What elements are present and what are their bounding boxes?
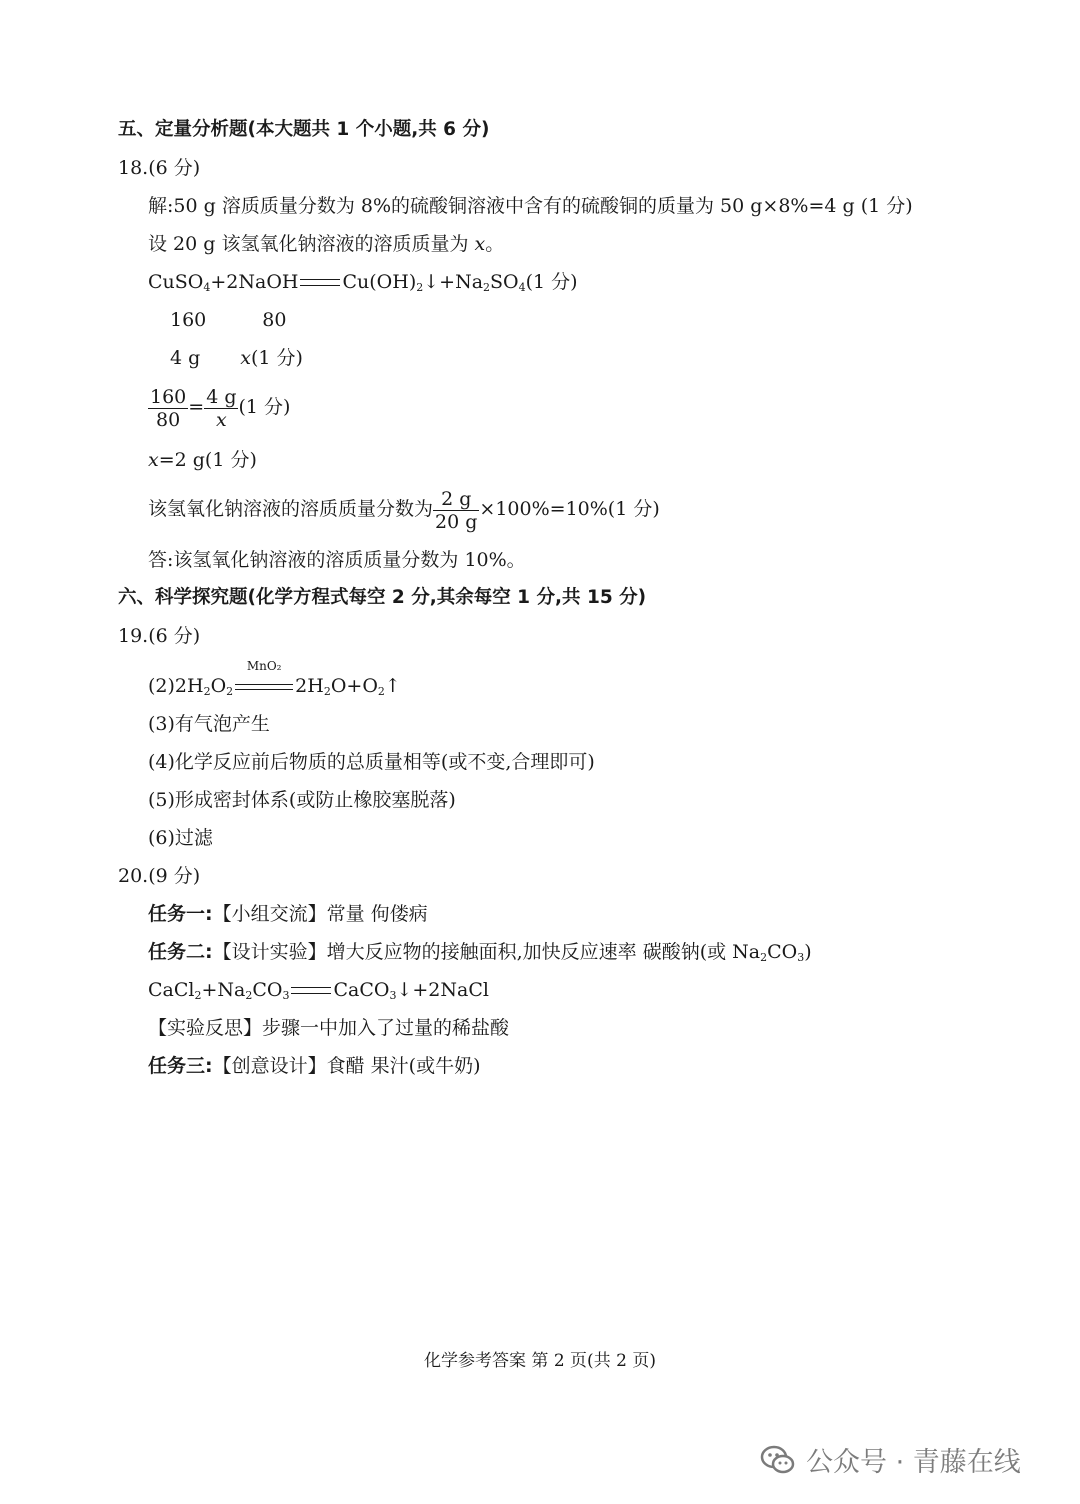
fraction-4g-x: $\frac{4 g}{x}$ [206,385,237,431]
q20-task2: 任务二:【设计实验】增大反应物的接触面积,加快反应速率 碳酸钠(或 $Na_2CO_3$) [148,941,812,964]
q20-equation: $CaCl_2+Na_2CO_3$ CaCO$_3$↓+2NaCl [148,979,489,1002]
q19-answer-3: (3)有气泡产生 [148,713,270,735]
q20-number: 20.(9 分) [118,865,201,887]
equals-sign [300,279,340,286]
q18-ratio-row2: 4 g x(1 分) [170,347,303,369]
section-6-title: 六、科学探究题(化学方程式每空 2 分,其余每空 1 分,共 15 分) [118,587,647,608]
q18-ratio-row1: 160 80 [170,309,287,331]
q18-line2: 设 20 g 该氢氧化钠溶液的溶质质量为 x。 [148,233,505,255]
equals-sign [291,987,331,994]
q19-answer-6: (6)过滤 [148,827,213,849]
page-footer: 化学参考答案 第 2 页(共 2 页) [424,1351,656,1371]
q20-task1: 任务一:【小组交流】常量 佝偻病 [148,903,428,925]
q18-result: x=2 g(1 分) [148,449,257,471]
q20-reflection: 【实验反思】步骤一中加入了过量的稀盐酸 [148,1017,510,1039]
q18-line1: 解:50 g 溶质质量分数为 8%的硫酸铜溶液中含有的硫酸铜的质量为 50 g×8%=4 g (1 分) [148,195,913,217]
q18-proportion: $\frac{160}{80}$ = $\frac{4 g}{x}$ (1 分) [150,385,291,431]
q18-equation: CuSO$_4$+2NaOH $Cu(OH)_2↓+Na_2SO_4(1$ 分) [148,271,578,294]
wechat-icon [760,1445,796,1475]
q19-number: 19.(6 分) [118,625,201,647]
watermark [760,1440,1021,1479]
q19-answer-5: (5)形成密封体系(或防止橡胶塞脱落) [148,789,456,811]
q18-percentage: 该氢氧化钠溶液的溶质质量分数为 $\frac{2 g}{20 g}$ ×100%=10%(1 分) [148,487,660,533]
watermark-text: 公众号 · 青藤在线 [806,1447,1021,1478]
reaction-condition: MnO₂ [235,677,293,697]
q20-task3: 任务三:【创意设计】食醋 果汁(或牛奶) [148,1055,481,1077]
section-5-title: 五、定量分析题(本大题共 1 个小题,共 6 分) [118,119,490,140]
fraction-160-80: $\frac{160}{80}$ [150,385,187,431]
q19-answer-4: (4)化学反应前后物质的总质量相等(或不变,合理即可) [148,751,595,773]
q19-answer-2: $(2)2H_2O_2$ MnO₂ $2H_2O+O_2↑$ [148,659,401,698]
q18-answer: 答:该氢氧化钠溶液的溶质质量分数为 10%。 [148,549,526,571]
fraction-2g-20g: $\frac{2 g}{20 g}$ [435,487,478,533]
q18-number: 18.(6 分) [118,157,201,179]
